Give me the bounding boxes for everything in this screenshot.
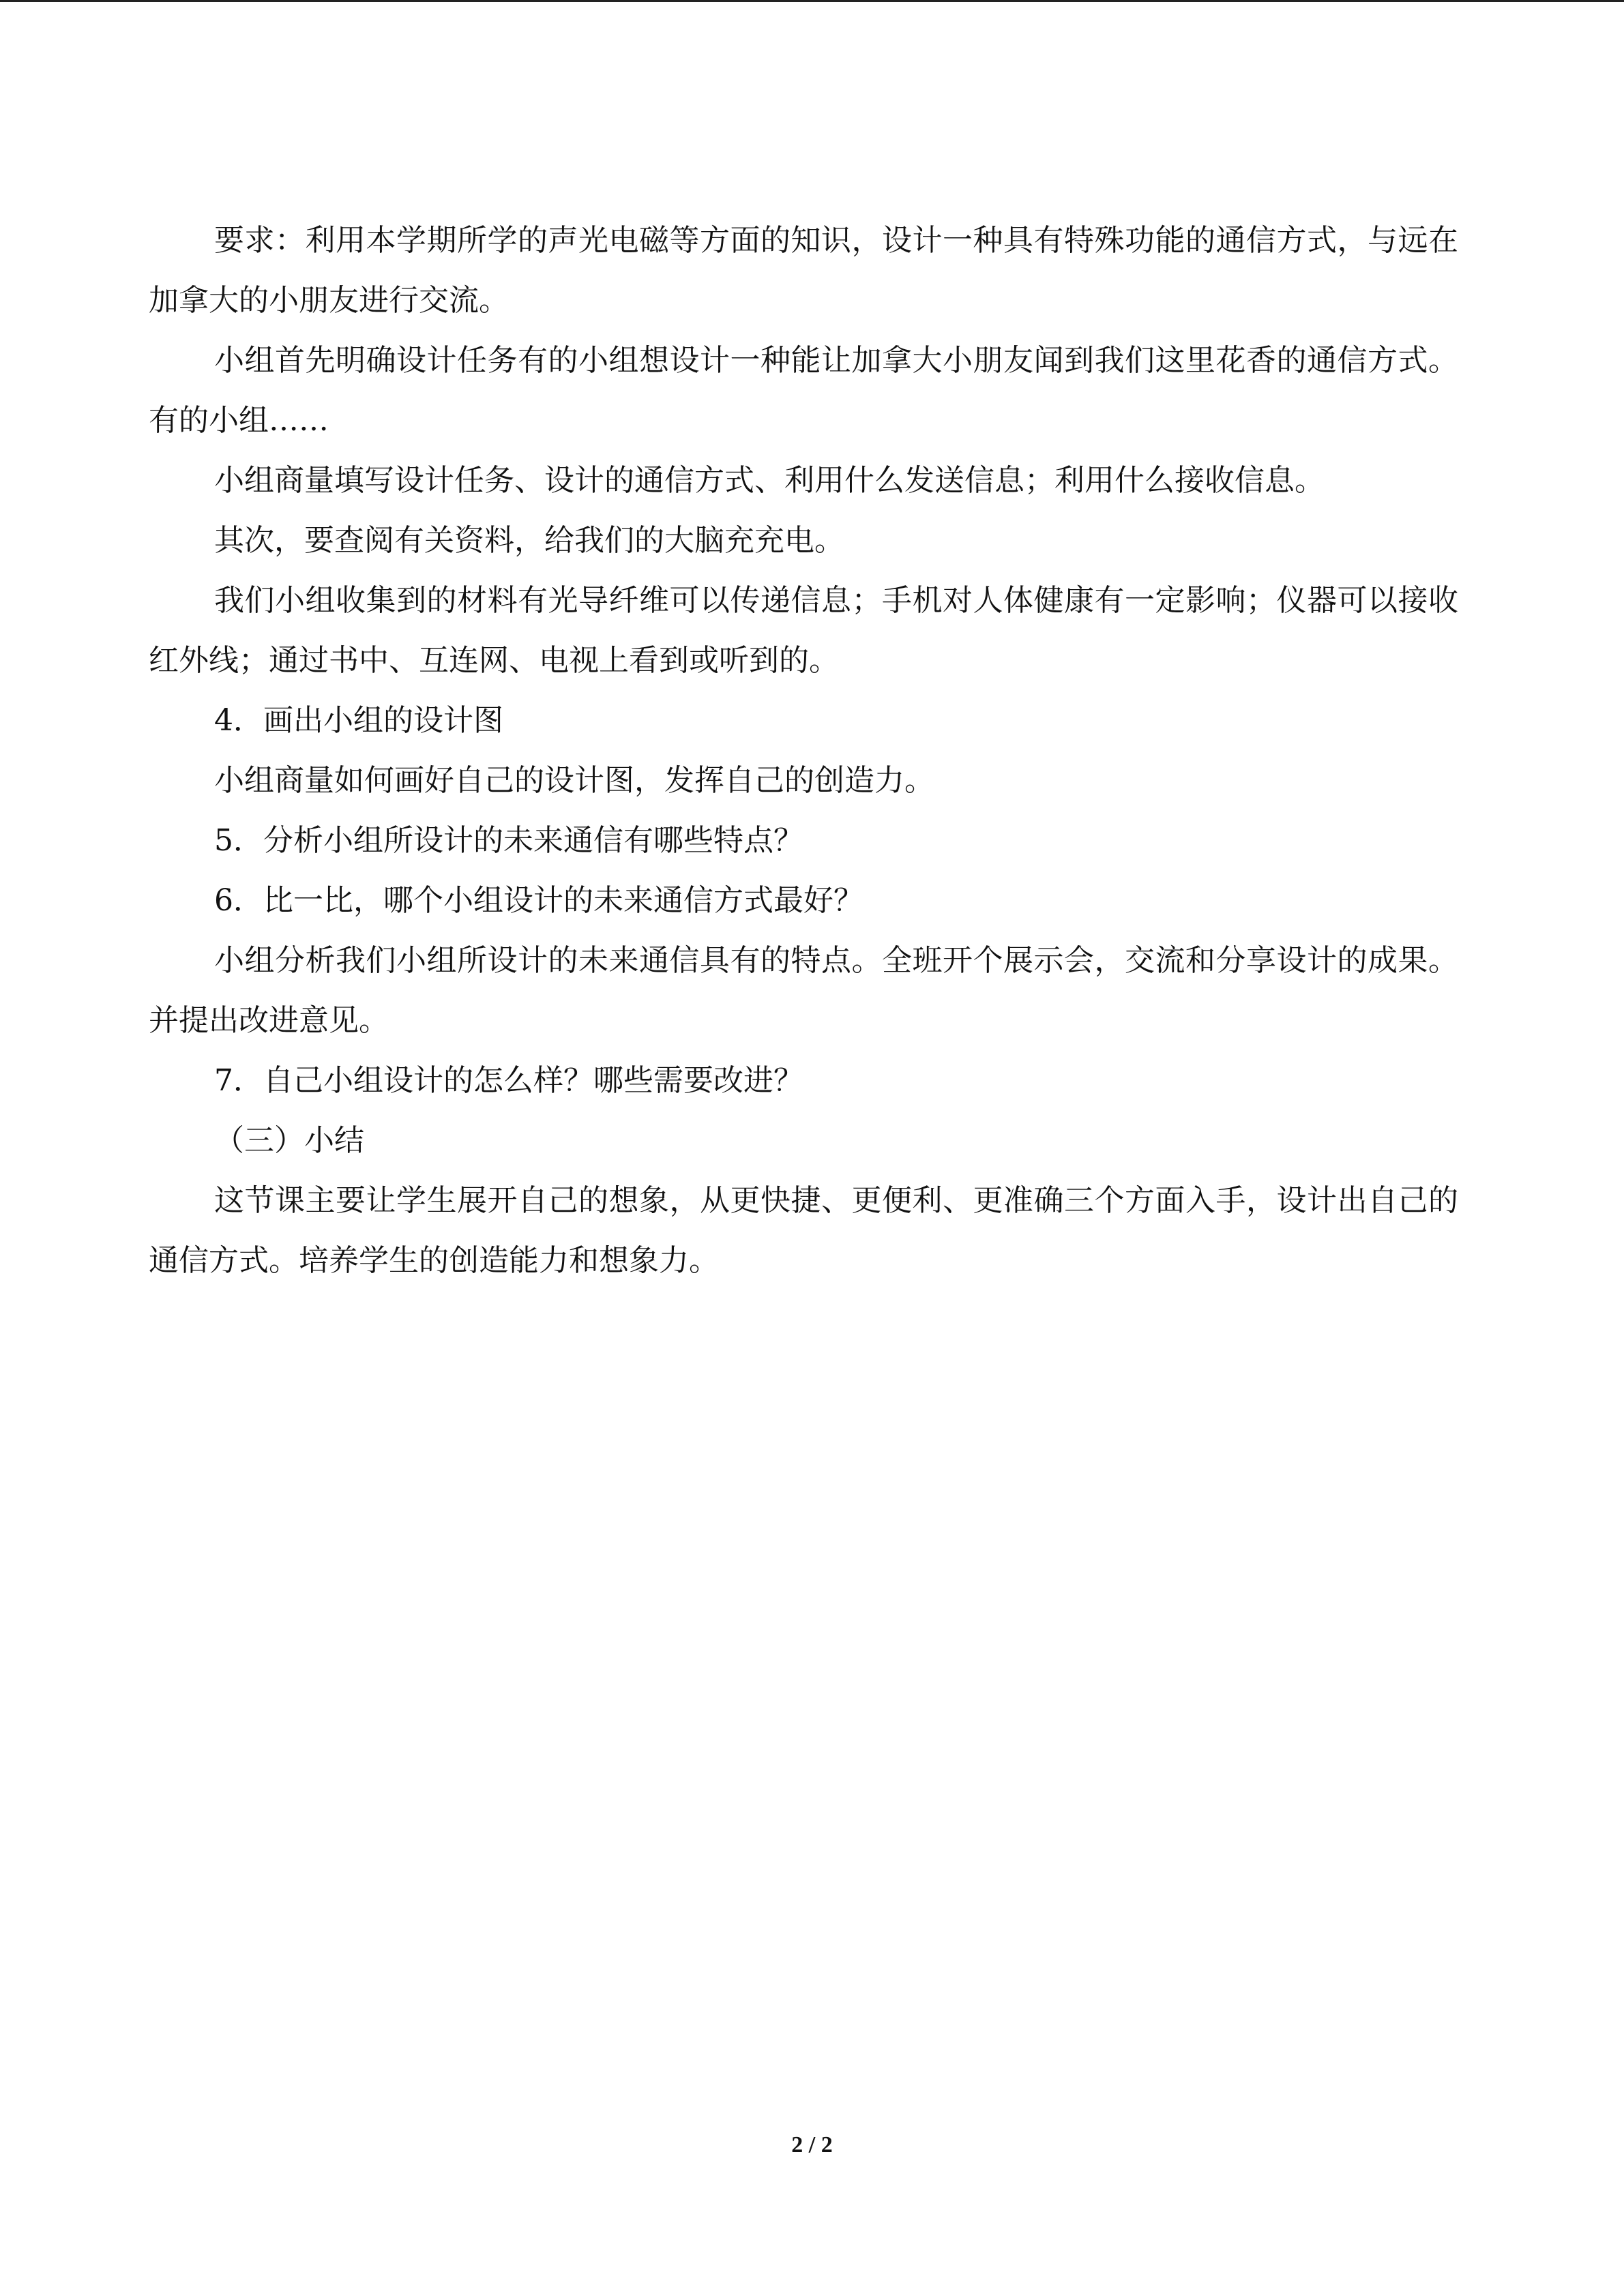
heading-step-4: 4．画出小组的设计图	[214, 703, 503, 738]
heading-step-5: 5．分析小组所设计的未来通信有哪些特点？	[214, 823, 803, 858]
heading-summary: （三）小结	[214, 1123, 364, 1158]
paragraph-summary: 这节课主要让学生展开自己的想象，从更快捷、更便利、更准确三个方面入手，设计出自己的通信方式。培养学生的创造能力和想象力。	[149, 1183, 1458, 1278]
paragraph-analysis: 小组分析我们小组所设计的未来通信具有的特点。全班开个展示会，交流和分享设计的成果。并提出改进意见。	[149, 943, 1458, 1038]
heading-step-6: 6．比一比，哪个小组设计的未来通信方式最好？	[214, 883, 863, 918]
document-body	[149, 211, 1458, 1291]
paragraph-fill-task: 小组商量填写设计任务、设计的通信方式、利用什么发送信息；利用什么接收信息。	[214, 463, 1325, 498]
page-number: 2 / 2	[791, 2132, 833, 2158]
paragraph-research: 其次，要查阅有关资料，给我们的大脑充充电。	[214, 523, 844, 558]
paragraph-materials: 我们小组收集到的材料有光导纤维可以传递信息；手机对人体健康有一定影响；仪器可以接收红外线；通过书中、互连网、电视上看到或听到的。	[149, 583, 1458, 678]
heading-step-7: 7．自己小组设计的怎么样？哪些需要改进？	[214, 1063, 803, 1098]
paragraph-design-task: 小组首先明确设计任务有的小组想设计一种能让加拿大小朋友闻到我们这里花香的通信方式。有的小组……	[149, 343, 1458, 438]
paragraph-requirement: 要求：利用本学期所学的声光电磁等方面的知识，设计一种具有特殊功能的通信方式，与远在加拿大的小朋友进行交流。	[149, 223, 1458, 318]
paragraph-draw-design: 小组商量如何画好自己的设计图，发挥自己的创造力。	[214, 763, 934, 798]
